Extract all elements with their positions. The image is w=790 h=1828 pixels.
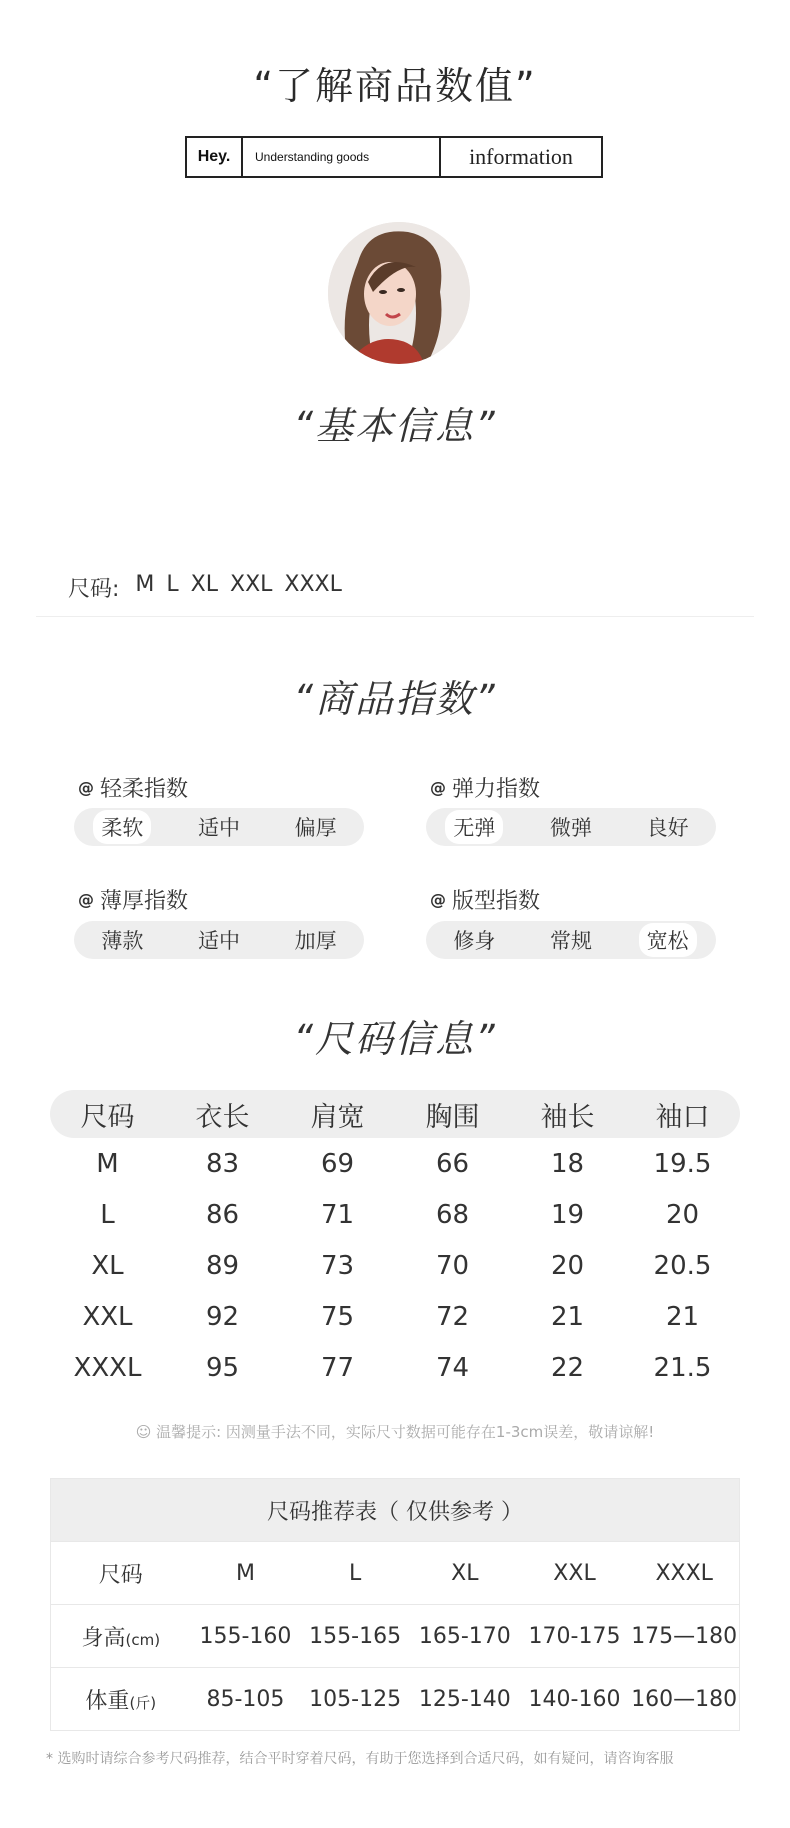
- footnote: * 选购时请综合参考尺码推荐，结合平时穿着尺码，有助于您选择到合适尺码，如有疑问，请咨询客服: [46, 1751, 674, 1767]
- divider: [36, 616, 754, 617]
- table-cell: XXXL: [655, 1560, 713, 1586]
- table-cell: 175—180: [631, 1623, 738, 1649]
- table-cell: 71: [320, 1199, 355, 1230]
- index-option: 微弹: [549, 816, 592, 840]
- at-icon: @: [78, 890, 94, 909]
- hey-banner: [185, 136, 603, 178]
- table-cell: 20: [550, 1250, 585, 1281]
- index-option: 适中: [197, 929, 240, 953]
- index-option: 修身: [453, 929, 496, 953]
- size-option: M: [135, 572, 155, 597]
- table-row: [50, 1342, 740, 1393]
- recommend-title: 尺码推荐表（ 仅供参考 ）: [51, 1479, 739, 1541]
- index-option: 良好: [646, 816, 689, 840]
- table-cell: 165-170: [418, 1623, 511, 1649]
- table-cell: 73: [320, 1250, 355, 1281]
- hey-label: Hey.: [187, 138, 243, 176]
- row-label: 尺码: [98, 1562, 143, 1588]
- size-list: [68, 572, 348, 603]
- row-label: [51, 1684, 191, 1715]
- table-cell: 89: [205, 1250, 240, 1281]
- table-cell: XXL: [82, 1301, 133, 1332]
- table-cell: 155-165: [309, 1623, 402, 1649]
- index-option: 加厚: [294, 929, 337, 953]
- recommend-table: [50, 1478, 740, 1731]
- header-cell: 尺码: [80, 1101, 135, 1133]
- table-cell: 21: [550, 1301, 585, 1332]
- table-cell: 83: [205, 1148, 240, 1179]
- table-cell: L: [100, 1199, 115, 1230]
- table-cell: 105-125: [309, 1686, 402, 1712]
- weight-label: 体重: [85, 1688, 130, 1714]
- table-cell: 77: [320, 1352, 355, 1383]
- size-info-title: “尺码信息”: [293, 1017, 497, 1061]
- table-cell: 20.5: [653, 1250, 712, 1281]
- table-cell: 92: [205, 1301, 240, 1332]
- model-avatar: [328, 222, 470, 364]
- index-fit-pill: [426, 921, 716, 959]
- header-cell: 袖口: [655, 1101, 710, 1133]
- table-cell: 170-175: [528, 1623, 621, 1649]
- table-cell: 19: [550, 1199, 585, 1230]
- size-option: L: [166, 572, 179, 597]
- header-cell: 衣长: [195, 1101, 250, 1133]
- header-cell: 袖长: [540, 1101, 595, 1133]
- table-cell: 20: [665, 1199, 700, 1230]
- recommend-height-row: [51, 1604, 739, 1667]
- table-cell: 68: [435, 1199, 470, 1230]
- header-cell: 胸围: [425, 1101, 480, 1133]
- at-icon: @: [430, 778, 446, 797]
- weight-unit: (斤): [129, 1693, 157, 1712]
- table-row: [50, 1138, 740, 1189]
- size-option: XXXL: [284, 572, 342, 597]
- table-cell: 22: [550, 1352, 585, 1383]
- table-cell: 66: [435, 1148, 470, 1179]
- height-label: 身高: [81, 1625, 126, 1651]
- table-cell: 19.5: [653, 1148, 712, 1179]
- index-thickness-pill: [74, 921, 364, 959]
- table-cell: 74: [435, 1352, 470, 1383]
- table-row: [50, 1189, 740, 1240]
- recommend-size-row: [51, 1541, 739, 1604]
- table-cell: 86: [205, 1199, 240, 1230]
- table-cell: XL: [451, 1560, 479, 1586]
- table-row: [50, 1240, 740, 1291]
- understanding-label: Understanding goods: [243, 138, 441, 176]
- measurement-tip: ☺ 温馨提示: 因测量手法不同，实际尺寸数据可能存在1-3cm误差，敬请谅解!: [135, 1423, 655, 1441]
- index-thickness-title: [78, 884, 188, 915]
- index-elasticity-title: [430, 772, 540, 803]
- at-icon: @: [430, 890, 446, 909]
- table-cell: 70: [435, 1250, 470, 1281]
- size-table-header: [50, 1090, 740, 1138]
- table-cell: L: [348, 1560, 362, 1586]
- index-name: 版型指数: [452, 889, 541, 914]
- at-icon: @: [78, 778, 94, 797]
- index-name: 轻柔指数: [100, 777, 189, 802]
- index-name: 薄厚指数: [100, 889, 189, 914]
- table-cell: 72: [435, 1301, 470, 1332]
- recommend-weight-row: [51, 1667, 739, 1730]
- table-cell: XL: [91, 1250, 124, 1281]
- table-cell: 75: [320, 1301, 355, 1332]
- index-option: 适中: [197, 816, 240, 840]
- height-unit: (cm): [125, 1630, 161, 1649]
- index-elasticity-pill: [426, 808, 716, 846]
- table-cell: 69: [320, 1148, 355, 1179]
- table-cell: 125-140: [418, 1686, 511, 1712]
- index-option: 宽松: [639, 923, 697, 957]
- table-cell: 21: [665, 1301, 700, 1332]
- index-option: 无弹: [445, 810, 503, 844]
- header-cell: 肩宽: [310, 1101, 365, 1133]
- table-cell: XXL: [553, 1560, 596, 1586]
- size-label: 尺码:: [68, 577, 120, 602]
- index-option: 偏厚: [294, 816, 337, 840]
- table-cell: 85-105: [206, 1686, 285, 1712]
- information-label: information: [469, 144, 573, 169]
- index-softness-title: [78, 772, 188, 803]
- table-cell: 21.5: [653, 1352, 712, 1383]
- index-option: 常规: [549, 929, 592, 953]
- row-label: [51, 1621, 191, 1652]
- size-option: XL: [190, 572, 218, 597]
- size-option: XXL: [230, 572, 273, 597]
- table-cell: M: [96, 1148, 119, 1179]
- product-index-title: “商品指数”: [293, 677, 497, 721]
- table-cell: XXXL: [73, 1352, 142, 1383]
- index-name: 弹力指数: [452, 777, 541, 802]
- table-cell: 18: [550, 1148, 585, 1179]
- index-option: 柔软: [93, 810, 151, 844]
- table-cell: 160—180: [631, 1686, 738, 1712]
- table-cell: 140-160: [528, 1686, 621, 1712]
- index-softness-pill: [74, 808, 364, 846]
- model-portrait-image: [328, 222, 470, 364]
- basic-info-title: “基本信息”: [293, 404, 497, 448]
- index-option: 薄款: [101, 929, 144, 953]
- size-table: [50, 1090, 740, 1393]
- index-fit-title: [430, 884, 540, 915]
- table-row: [50, 1291, 740, 1342]
- page-title: “了解商品数值”: [253, 64, 537, 108]
- table-cell: 95: [205, 1352, 240, 1383]
- table-cell: 155-160: [199, 1623, 292, 1649]
- table-cell: M: [235, 1560, 255, 1586]
